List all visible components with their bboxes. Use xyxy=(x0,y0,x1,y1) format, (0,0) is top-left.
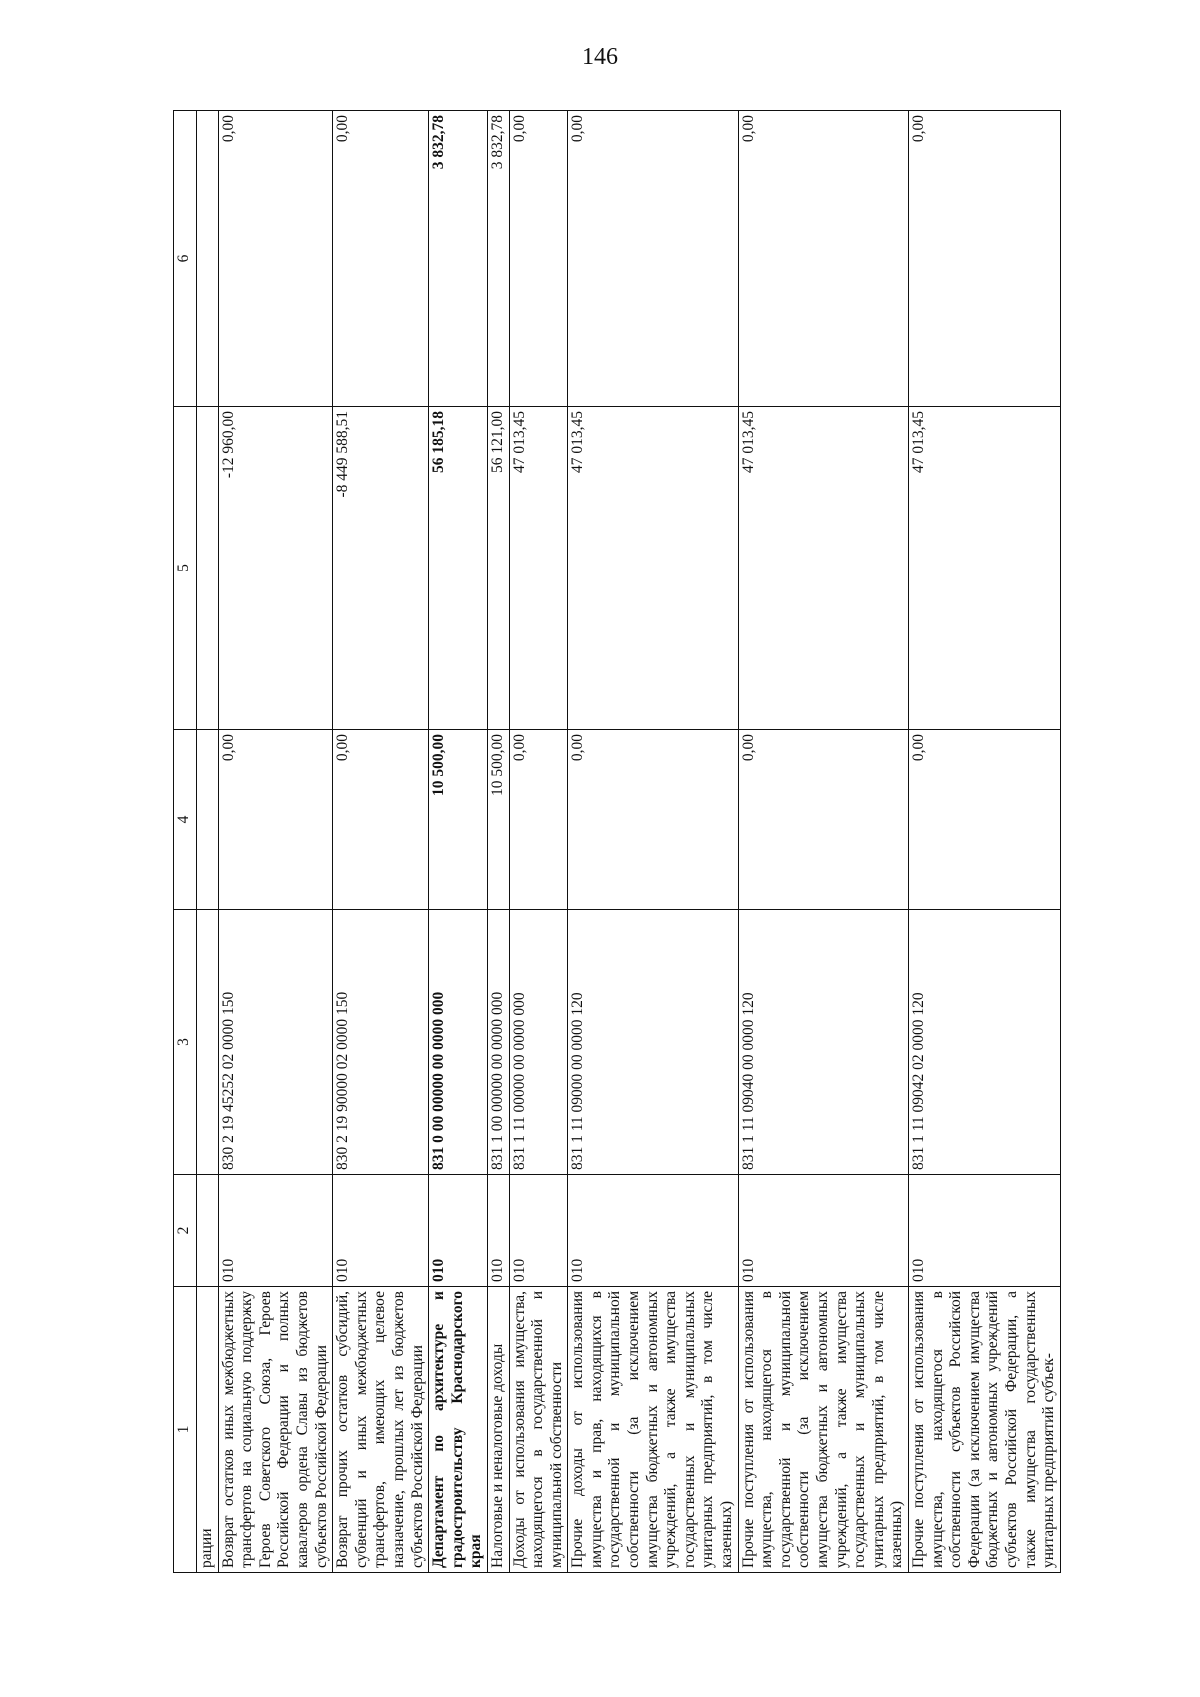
empty-cell xyxy=(197,407,219,730)
row-code: 830 2 19 90000 02 0000 150 xyxy=(333,910,429,1175)
header-cell: 6 xyxy=(174,111,197,407)
table-row xyxy=(487,111,509,1573)
header-cell: 3 xyxy=(174,910,197,1175)
continuation-text: рации xyxy=(197,1287,219,1573)
empty-cell xyxy=(197,910,219,1175)
row-col5: 47 013,45 xyxy=(509,407,568,730)
row-code: 831 1 11 09040 00 0000 120 xyxy=(738,910,908,1175)
row-col4: 0,00 xyxy=(908,730,1060,910)
row-col6: 0,00 xyxy=(218,111,333,407)
row-name: Прочие поступления от использования имущества, находящегося в государственной и муниципальной собственности (за исключением имущества бюджетных и автономных учреждений, а также имущества государственных и муниципальных унитарных предприятий, в том числе казенных) xyxy=(738,1287,908,1573)
row-col2: 010 xyxy=(333,1175,429,1287)
row-code: 831 1 11 09000 00 0000 120 xyxy=(568,910,738,1175)
rotated-table-container xyxy=(173,111,1133,1573)
row-col6: 0,00 xyxy=(333,111,429,407)
row-code: 831 0 00 00000 00 0000 000 xyxy=(429,910,488,1175)
row-name: Возврат прочих остатков субсидий, субвенций и иных межбюджетных трансфертов, имеющих целевое назначение, прошлых лет из бюджетов субъектов Российской Федерации xyxy=(333,1287,429,1573)
row-code: 830 2 19 45252 02 0000 150 xyxy=(218,910,333,1175)
row-col5: -12 960,00 xyxy=(218,407,333,730)
table-row xyxy=(429,111,488,1573)
row-code: 831 1 11 09042 02 0000 120 xyxy=(908,910,1060,1175)
row-col6: 3 832,78 xyxy=(429,111,488,407)
row-col6: 3 832,78 xyxy=(487,111,509,407)
row-col4: 0,00 xyxy=(738,730,908,910)
row-col4: 0,00 xyxy=(568,730,738,910)
row-name: Прочие поступления от использования имущества, находящегося в собственности субъектов Российской Федерации (за исключением имущества бюджетных и автономных учреждений субъектов Российской Федерации, а также имущества государственных унитарных предприятий субъек- xyxy=(908,1287,1060,1573)
row-col5: 47 013,45 xyxy=(568,407,738,730)
table-row xyxy=(568,111,738,1573)
table-row xyxy=(908,111,1060,1573)
row-col4: 0,00 xyxy=(218,730,333,910)
row-col4: 10 500,00 xyxy=(429,730,488,910)
row-col5: 56 121,00 xyxy=(487,407,509,730)
row-col2: 010 xyxy=(509,1175,568,1287)
table-row xyxy=(333,111,429,1573)
row-col5: 47 013,45 xyxy=(738,407,908,730)
row-col4: 10 500,00 xyxy=(487,730,509,910)
header-cell: 1 xyxy=(174,1287,197,1573)
table-row xyxy=(738,111,908,1573)
row-name: Налоговые и неналоговые доходы xyxy=(487,1287,509,1573)
row-col4: 0,00 xyxy=(333,730,429,910)
row-code: 831 1 00 00000 00 0000 000 xyxy=(487,910,509,1175)
table-row xyxy=(218,111,333,1573)
row-col2: 010 xyxy=(738,1175,908,1287)
row-name: Департамент по архитектуре и градостроительству Краснодарского края xyxy=(429,1287,488,1573)
row-col4: 0,00 xyxy=(509,730,568,910)
continuation-row xyxy=(197,111,219,1573)
header-cell: 4 xyxy=(174,730,197,910)
row-name: Прочие доходы от использования имущества и прав, находящихся в государственной и муниципальной собственности (за исключением имущества бюджетных и автономных учреждений, а также имущества государственных и муниципальных унитарных предприятий, в том числе казенных) xyxy=(568,1287,738,1573)
page-number: 146 xyxy=(582,44,618,70)
row-col6: 0,00 xyxy=(568,111,738,407)
row-code: 831 1 11 00000 00 0000 000 xyxy=(509,910,568,1175)
row-col6: 0,00 xyxy=(908,111,1060,407)
row-col2: 010 xyxy=(487,1175,509,1287)
row-col2: 010 xyxy=(218,1175,333,1287)
empty-cell xyxy=(197,730,219,910)
row-name: Доходы от использования имущества, находящегося в государственной и муниципальной собственности xyxy=(509,1287,568,1573)
row-name: Возврат остатков иных межбюджетных трансфертов на социальную поддержку Героев Советского Союза, Героев Российской Федерации и полных кавалеров ордена Славы из бюджетов субъектов Российской Федерации xyxy=(218,1287,333,1573)
revenue-table xyxy=(173,110,1061,1573)
row-col5: -8 449 588,51 xyxy=(333,407,429,730)
row-col5: 47 013,45 xyxy=(908,407,1060,730)
header-row xyxy=(174,111,197,1573)
row-col2: 010 xyxy=(568,1175,738,1287)
header-cell: 5 xyxy=(174,407,197,730)
empty-cell xyxy=(197,1175,219,1287)
row-col5: 56 185,18 xyxy=(429,407,488,730)
row-col2: 010 xyxy=(429,1175,488,1287)
table-row xyxy=(509,111,568,1573)
header-cell: 2 xyxy=(174,1175,197,1287)
row-col2: 010 xyxy=(908,1175,1060,1287)
empty-cell xyxy=(197,111,219,407)
row-col6: 0,00 xyxy=(738,111,908,407)
row-col6: 0,00 xyxy=(509,111,568,407)
